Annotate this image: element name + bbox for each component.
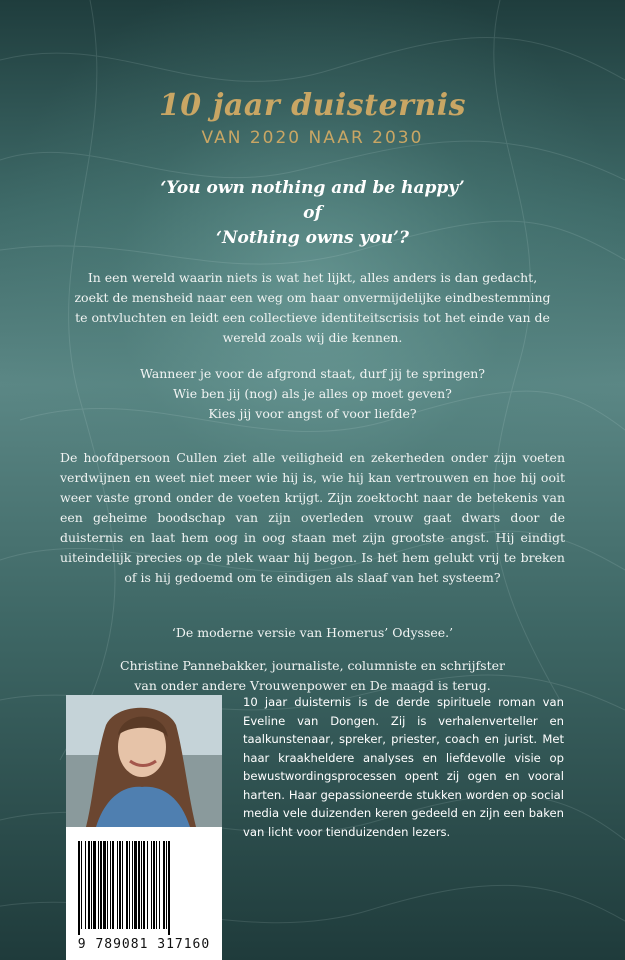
book-title: 10 jaar duisternis: [158, 88, 467, 123]
tagline-line-2: of: [303, 203, 322, 223]
review-attribution-line-2: van onder andere Vrouwenpower en De maagd is terug.: [134, 678, 491, 693]
barcode-bars: [66, 827, 222, 937]
review-attribution: [60, 656, 565, 696]
question-1: Wanneer je voor de afgrond staat, durf jij te springen?: [140, 366, 485, 381]
review-attribution-line-1: Christine Pannebakker, journaliste, columniste en schrijfster: [120, 658, 505, 673]
story-paragraph: De hoofdpersoon Cullen ziet alle veiligheid en zekerheden onder zijn voeten verdwijnen en weet niet meer wie hij is, wie hij kan vertrouwen en hoe hij ooit weer vaste grond onder de voeten krijgt. Zijn zoektocht naar de betekenis van een geheime boodschap van zijn overleden vrouw gaat dwars door de duisternis en laat hem oog in oog staan met zijn grootste angst. Hij eindigt uiteindelijk precies op de plek waar hij begon. Is het hem gelukt vrij te breken of is hij gedoemd om te eindigen als slaaf van het systeem?: [60, 450, 565, 585]
questions-block: [70, 364, 555, 424]
tagline-line-3: ‘Nothing owns you’?: [216, 228, 409, 248]
intro-paragraph: In een wereld waarin niets is wat het lijkt, alles anders is dan gedacht, zoekt de mensheid naar een weg om haar onvermijdelijke eindbestemming te ontvluchten en leidt een collectieve identiteitscrisis tot het einde van de wereld zoals wij die kennen.: [74, 270, 551, 345]
tagline-line-1: ‘You own nothing and be happy’: [160, 178, 465, 198]
review-quote: ‘De moderne versie van Homerus’ Odyssee.’: [171, 625, 454, 640]
question-2: Wie ben jij (nog) als je alles op moet geven?: [173, 386, 452, 401]
question-3: Kies jij voor angst of voor liefde?: [208, 406, 417, 421]
tagline-quote: [0, 176, 625, 251]
barcode: [66, 827, 222, 960]
book-subtitle: VAN 2020 NAAR 2030: [201, 128, 424, 148]
author-photo: [66, 695, 222, 827]
author-bio: 10 jaar duisternis is de derde spirituele roman van Eveline van Dongen. Zij is verhalenverteller en taalkunstenaar, spreker, priester, coach en jurist. Met haar kraakheldere analyses en liefdevolle visie op bewustwordingsprocessen opent zij ogen en vooral harten. Haar gepassioneerde stukken worden op social media vele duizenden keren gedeeld en zijn een baken van licht voor tienduizenden lezers.: [243, 695, 564, 839]
isbn-number: 9 789081 317160: [77, 937, 211, 952]
